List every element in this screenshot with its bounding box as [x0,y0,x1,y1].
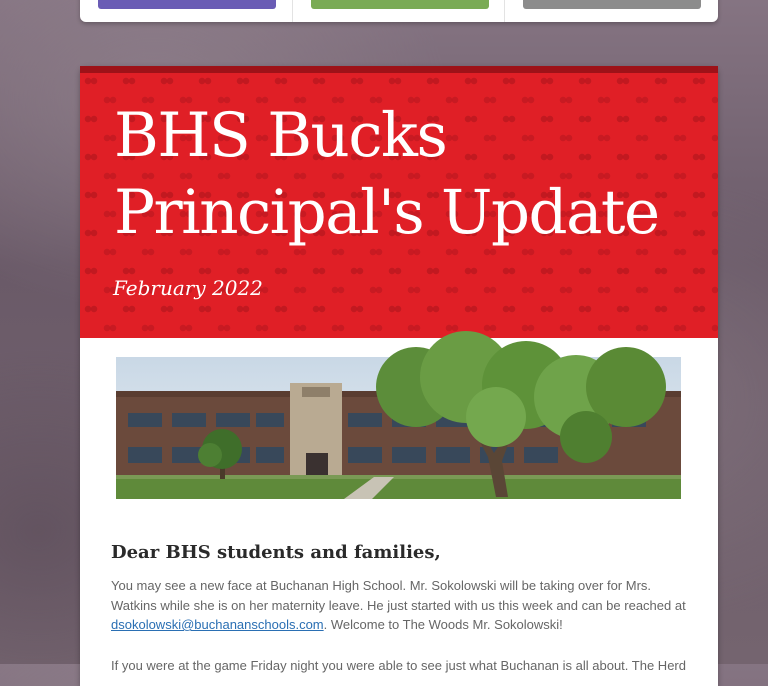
newsletter-date: February 2022 [113,276,263,300]
top-button-cell-2 [292,0,504,22]
top-button-purple[interactable] [98,0,276,9]
school-building-photo [116,357,681,499]
email-link[interactable]: dsokolowski@buchananschools.com [111,617,324,632]
newsletter-card [80,66,718,686]
top-button-bar [80,0,718,22]
paragraph-intro-text-2: . Welcome to The Woods Mr. Sokolowski! [323,617,563,632]
newsletter-title [114,97,704,251]
title-line-1: BHS Bucks [114,100,447,171]
top-button-cell-3 [504,0,716,22]
paragraph-intro [111,576,691,635]
paragraph-game: If you were at the game Friday night you were able to see just what Buchanan is all about. The Herd [111,658,686,673]
newsletter-header [80,66,718,338]
top-button-gray[interactable] [523,0,701,9]
paragraph-intro-text-1: You may see a new face at Buchanan High School. Mr. Sokolowski will be taking over for Mrs. Watkins while she is on her maternity leave. He just started with us this week and can be reached at [111,578,686,613]
top-button-cell-1 [80,0,292,22]
title-line-2: Principal's Update [114,177,659,248]
top-button-green[interactable] [311,0,489,9]
greeting-heading: Dear BHS students and families, [111,542,441,563]
